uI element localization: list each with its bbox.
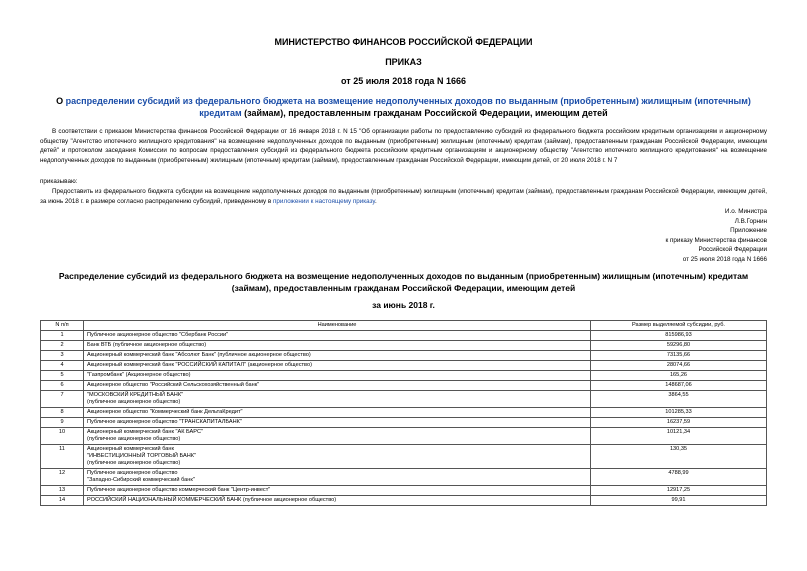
row-amount: 3864,55 (591, 391, 767, 408)
row-number: 12 (41, 469, 84, 486)
row-name: РОССИЙСКИЙ НАЦИОНАЛЬНЫЙ КОММЕРЧЕСКИЙ БАНК (публичное акционерное общество) (84, 496, 591, 506)
row-number: 10 (41, 428, 84, 445)
row-name: Акционерный коммерческий банк "Абсолют Банк" (публичное акционерное общество) (84, 351, 591, 361)
row-amount: 12917,25 (591, 486, 767, 496)
row-number: 5 (41, 371, 84, 381)
appendix-to: к приказу Министерства финансов (665, 236, 767, 244)
table-row (41, 371, 767, 381)
doc-date-number: от 25 июля 2018 года N 1666 (341, 76, 466, 86)
row-number: 1 (41, 331, 84, 341)
row-name: Публичное акционерное общество "Сбербанк России" (84, 331, 591, 341)
table-row (41, 408, 767, 418)
appendix-country: Российской Федерации (698, 246, 767, 254)
table-row (41, 445, 767, 469)
col-name: Наименование (84, 321, 591, 331)
order-end: . (374, 197, 377, 205)
row-number: 4 (41, 361, 84, 371)
row-name: Публичное акционерное общество "ТРАНСКАПИТАЛБАНК" (84, 418, 591, 428)
document-heading (40, 95, 767, 119)
table-row (41, 331, 767, 341)
row-number: 7 (41, 391, 84, 408)
table-row (41, 351, 767, 361)
col-amount: Размер выделяемой субсидии, руб. (591, 321, 767, 331)
signature-block (666, 207, 767, 265)
row-number: 9 (41, 418, 84, 428)
table-row (41, 381, 767, 391)
heading-rest: (займам), предоставленным гражданам Российской Федерации, имеющим детей (241, 108, 608, 118)
row-name: "МОСКОВСКИЙ КРЕДИТНЫЙ БАНК" (публичное акционерное общество) (84, 391, 591, 408)
row-number: 13 (41, 486, 84, 496)
row-number: 8 (41, 408, 84, 418)
row-amount: 130,35 (591, 445, 767, 469)
heading-link[interactable]: распределении субсидий из федерального бюджета на возмещение недополученных доходов по выданным (приобретенным) жилищным (ипотечным) кредитам (65, 96, 751, 118)
row-name: Публичное акционерное общество коммерческий банк "Центр-инвест" (84, 486, 591, 496)
preamble-paragraph: В соответствии с приказом Министерства финансов Российской Федерации от 16 января 2018 г. N 15 "Об организации работы по предоставлению субсидий из федерального бюджета российским кредитным организациям и акционерному обществу "Агентство ипотечного жилищного кредитования" на возмещение недополученных доходов по выданным (приобретенным) жилищным (ипотечным) кредитам (займам), предоставленным гражданам Российской Федерации, имеющим детей" и протоколом заседания Комиссии по вопросам предоставления субсидий из федерального бюджета российским кредитным организациям и акционерному обществу "Агентство ипотечного жилищного кредитования" на возмещение недополученных доходов по выданным (приобретенным) жилищным (ипотечным) кредитам (займам), предоставленным гражданам Российской Федерации, имеющим детей, от 20 июля 2018 г. N 7 (40, 128, 767, 164)
row-number: 6 (41, 381, 84, 391)
table-row (41, 469, 767, 486)
row-name: Публичное акционерное общество "Западно-Сибирский коммерческий банк" (84, 469, 591, 486)
row-name: Акционерное общество "Коммерческий банк ДельтаКредит" (84, 408, 591, 418)
table-row (41, 496, 767, 506)
appendix-link[interactable]: приложении к настоящему приказу (273, 197, 375, 205)
row-amount: 815986,93 (591, 331, 767, 341)
appendix-title: Распределение субсидий из федерального бюджета на возмещение недополученных доходов по выданным (приобретенным) жилищным (ипотечным) кредитам (займам), предоставленным гражданам Российской Федерации, имеющим детей (58, 271, 749, 293)
table-row (41, 418, 767, 428)
table-header-row (41, 321, 767, 331)
row-name: Акционерный коммерческий банк "ИНВЕСТИЦИОННЫЙ ТОРГОВЫЙ БАНК" (публичное акционерное общество) (84, 445, 591, 469)
order-word: приказываю: (40, 178, 78, 185)
doc-type: ПРИКАЗ (385, 57, 422, 67)
row-name: Банк ВТБ (публичное акционерное общество) (84, 341, 591, 351)
order-text: Предоставить из федерального бюджета субсидии на возмещение недополученных доходов по выданным (приобретенным) жилищным (ипотечным) кредитам (займам), предоставленным гражданам Российской Федерации, имеющим детей, за июнь 2018 г. в размере согласно распределению субсидий, приведенному в (40, 188, 767, 205)
ministry-title: МИНИСТЕРСТВО ФИНАНСОВ РОССИЙСКОЙ ФЕДЕРАЦИИ (274, 37, 533, 47)
heading-prefix: О (56, 96, 66, 106)
row-amount: 101285,33 (591, 408, 767, 418)
row-number: 14 (41, 496, 84, 506)
table-row (41, 428, 767, 445)
appendix-date: от 25 июля 2018 года N 1666 (682, 255, 767, 263)
row-amount: 73135,66 (591, 351, 767, 361)
row-amount: 99,91 (591, 496, 767, 506)
col-number: N п/п (41, 321, 84, 331)
appendix-period: за июнь 2018 г. (372, 300, 435, 310)
signer-name: Л.В.Горнин (734, 217, 767, 225)
signer-role: И.о. Министра (724, 208, 767, 215)
table-row (41, 341, 767, 351)
appendix-label: Приложение (730, 227, 767, 235)
row-name: Акционерный коммерческий банк "РОССИЙСКИЙ КАПИТАЛ" (акционерное общество) (84, 361, 591, 371)
order-paragraph (40, 187, 767, 206)
row-amount: 4788,99 (591, 469, 767, 486)
row-number: 3 (41, 351, 84, 361)
row-name: "Газпромбанк" (Акционерное общество) (84, 371, 591, 381)
row-number: 11 (41, 445, 84, 469)
table-row (41, 391, 767, 408)
table-row (41, 361, 767, 371)
subsidy-table (40, 320, 767, 506)
row-amount: 10121,34 (591, 428, 767, 445)
row-amount: 16237,59 (591, 418, 767, 428)
row-number: 2 (41, 341, 84, 351)
row-amount: 59296,80 (591, 341, 767, 351)
table-row (41, 486, 767, 496)
row-name: Акционерный коммерческий банк "АК БАРС" (публичное акционерное общество) (84, 428, 591, 445)
row-amount: 28074,66 (591, 361, 767, 371)
row-name: Акционерное общество "Российский Сельскохозяйственный банк" (84, 381, 591, 391)
row-amount: 148687,06 (591, 381, 767, 391)
row-amount: 165,26 (591, 371, 767, 381)
